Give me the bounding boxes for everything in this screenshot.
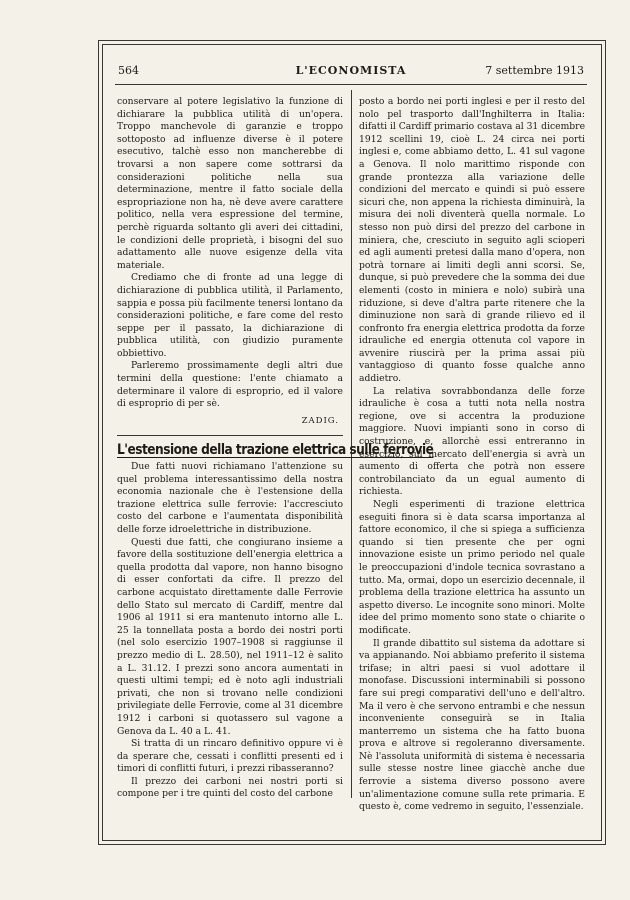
article-paragraph: Negli esperimenti di trazione elettrica eseguiti finora si è data scarsa importanza al fattore economico, il che si spiega a sufficienza quando si tien presente che per ogni innovazione esiste un primo periodo nel quale le preoccupazioni d'indole tecnica sovrastano a tutto. Ma, ormai, dopo un esercizio decennale, il problema della trazione elettrica ha assunto un aspetto diverso. Le incognite sono minori. Molte idee del primo momento sono state o chiarite o modificate. [359, 499, 585, 636]
article-paragraph: Due fatti nuovi richiamano l'attenzione su quel problema interessantissimo della nostra economia nazionale che è l'estensione della trazione elettrica sulle ferrovie: l'accresciuto costo del carbone e l'aumentata disponibilità delle forze idroelettriche in distribuzione. [117, 461, 343, 535]
journal-title: L'ECONOMISTA [295, 64, 407, 77]
article-paragraph: posto a bordo nei porti inglesi e per il resto del nolo pel trasporto dall'Inghilterra in Italia: difatti il Cardiff primario costava al 31 dicembre 1912 scellini 19, cioè L. 24 circa nei porti inglesi e, come abbiamo detto, L. 41 sul vagone a Genova. Il nolo marittimo risponde con grande prontezza alla variazione delle condizioni del mercato e quindi si può essere sicuri che, non appena la richiesta diminuirà, la misura dei noli diventerà quella normale. Lo stesso non può dirsi del prezzo del carbone in miniera, che, cresciuto in seguito agli scioperi ed agli aumenti pretesi dalla mano d'opera, non potrà tornare ai limiti degli anni scorsi. Se, dunque, si può prevedere che la somma dei due elementi (costo in miniera e nolo) subirà una riduzione, si deve d'altra parte ritenere che la diminuzione non sarà di grande rilievo ed il confronto fra energia elettrica prodotta da forze idrauliche ed energia ottenuta col vapore in avvenire riuscirà per la prima assai più vantaggioso di quanto fosse qualche anno addietro. [359, 96, 586, 385]
page-header [118, 62, 584, 80]
article-paragraph: Il prezzo dei carboni nei nostri porti si compone per i tre quinti del costo del carbone [117, 775, 343, 800]
left-column [117, 96, 434, 801]
previous-article-paragraph: Crediamo che di fronte ad una legge di dichiarazione di pubblica utilità, il Parlamento, sappia e possa più facilmente tenersi lontano da considerazioni politiche, e fare come del resto seppe per il passato, la dichiarazione di pubblica utilità, con giudizio puramente obbiettivo. [117, 272, 343, 359]
article-paragraph: Si tratta di un rincaro definitivo oppure vi è da sperare che, cessati i conflitti presenti ed i timori di conflitti futuri, i prezzi ribasseranno? [117, 738, 343, 775]
article-title: L'estensione della trazione elettrica sulle ferrovie [117, 442, 434, 459]
right-column [359, 96, 585, 814]
article-paragraph: Il grande dibattito sul sistema da adottare si va appianando. Noi abbiamo preferito il sistema trifase; in altri paesi si vuol adottare il monofase. Discussioni interminabili si possono fare sui pregi comparativi dell'uno e dell'altro. Ma il vero è che servono entrambi e che nessun inconveniente conseguirà se in Italia manterremo un sistema che ha fatto buona prova e altrove si regoleranno diversamente. Nè l'assoluta uniformità di sistema è necessaria sulle stesse nostre linee giacchè anche due ferrovie a sistema diverso possono avere un'alimentazione comune sulla rete primaria. E questo è, come vedremo in seguito, l'essenziale. [359, 637, 585, 813]
page-number: 564 [118, 64, 139, 77]
previous-article-paragraph: Parleremo prossimamente degli altri due termini della questione: l'ente chiamato a determinare il valore di esproprio, ed il valore di esproprio di per sè. [117, 360, 343, 410]
article-separator [117, 435, 343, 436]
header-rule [115, 84, 587, 85]
article-paragraph: La relativa sovrabbondanza delle forze idrauliche è cosa a tutti nota nella nostra regione, ove si accentra la produzione maggiore. Nuovi impianti sono in corso di costruzione, e, allorchè essi entreranno in esercizio, sul mercato dell'energia si avrà un aumento di offerta che potrà non essere controbilanciato da un egual aumento di richiesta. [359, 385, 585, 498]
author-signature: ZADIG. [301, 415, 339, 426]
previous-article-paragraph: conservare al potere legislativo la funzione di dichiarare la pubblica utilità di un'opera. Troppo manchevole di garanzie e troppo sottoposto ad influenze diverse è il potere esecutivo, talchè esso non mancherebbe di trovarsi a non sapere come sottrarsi da considerazioni politiche nella sua determinazione, mentre il fatto sociale della espropriazione non ha, nè deve avere carattere politico, nella vera espressione del termine, perchè riguarda soltanto gli averi dei cittadini, le condizioni delle proprietà, i bisogni del suo adattamento alle nuove esigenze della vita materiale. [117, 96, 343, 271]
issue-date: 7 settembre 1913 [485, 64, 584, 77]
article-paragraph: Questi due fatti, che congiurano insieme a favore della sostituzione dell'energia elettrica a quella prodotta dal vapore, non hanno bisogno di esser confortati da cifre. Il prezzo del carbone acquistato direttamente dalle Ferrovie dello Stato sul mercato di Cardiff, mentre dal 1906 al 1911 si era mantenuto intorno alle L. 25 la tonnellata posta a bordo dei nostri porti (nel solo esercizio 1907–1908 si raggiunse il prezzo medio di L. 28.50), nel 1911–12 è salito a L. 31.12. I prezzi sono ancora aumentati in questi ultimi tempi; ed è noto agli industriali privati, che non si trovano nelle condizioni privilegiate delle Ferrovie, come al 31 dicembre 1912 i carboni si quotassero sul vagone a Genova da L. 40 a L. 41. [117, 536, 343, 737]
